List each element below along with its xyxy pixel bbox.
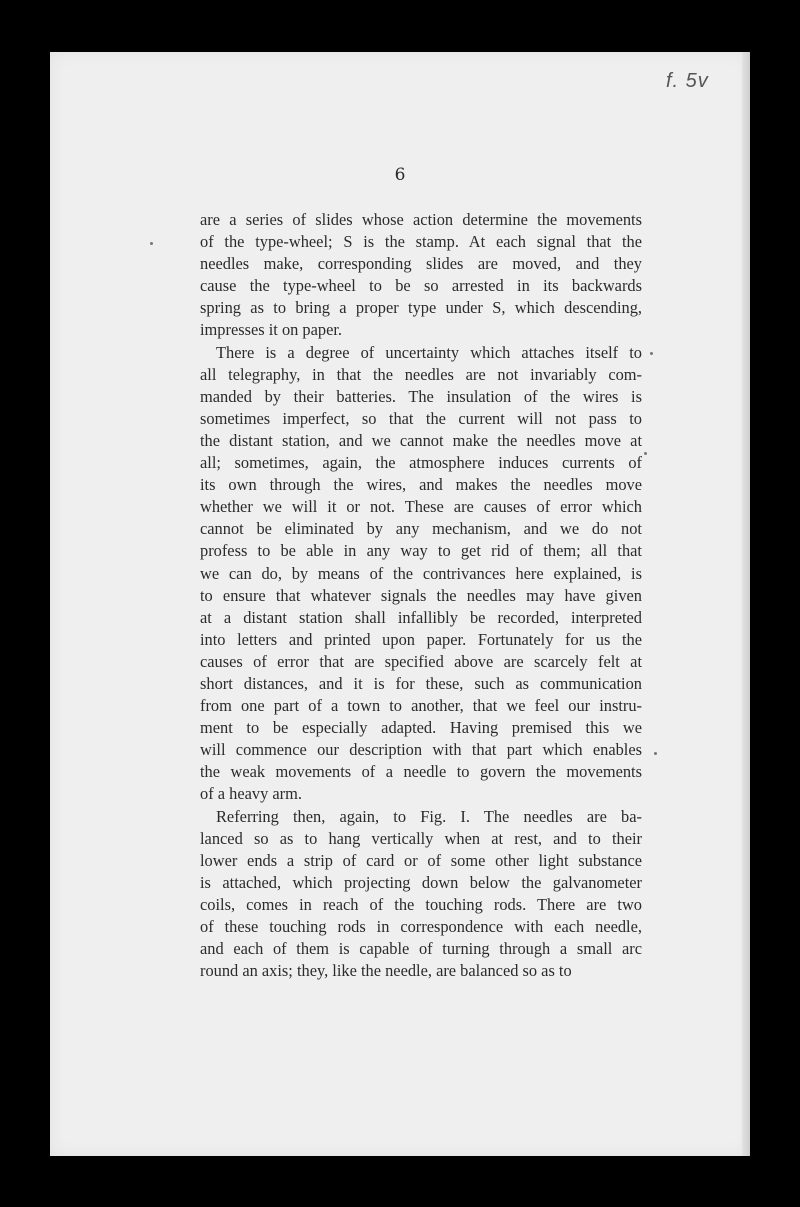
text-line: into letters and printed upon paper. Fortunately for us the xyxy=(200,629,642,649)
text-line: spring as to bring a proper type under S, which descending, xyxy=(200,298,642,318)
paragraph xyxy=(200,806,642,983)
text-line: of the type-wheel; S is the stamp. At each signal that the xyxy=(200,232,642,252)
page-edge xyxy=(742,52,750,1156)
text-line: round an axis; they, like the needle, are balanced so as to xyxy=(200,961,572,981)
paper-speck xyxy=(644,452,647,455)
text-line: is attached, which projecting down below the galvanometer xyxy=(200,872,642,892)
text-line: at a distant station shall infallibly be recorded, interpreted xyxy=(200,607,642,627)
text-line: are a series of slides whose action determine the movements xyxy=(200,210,642,229)
text-line: cannot be eliminated by any mechanism, and we do not xyxy=(200,519,642,539)
text-line: from one part of a town to another, that we feel our instru- xyxy=(200,696,642,716)
paragraph xyxy=(200,342,642,806)
text-line: the distant station, and we cannot make the needles move at xyxy=(200,430,642,450)
text-line: of these touching rods in correspondence with each needle, xyxy=(200,917,642,936)
text-line: cause the type-wheel to be so arrested in its backwards xyxy=(200,276,642,296)
text-line: profess to be able in any way to get rid of them; all that xyxy=(200,541,642,561)
text-line: coils, comes in reach of the touching rods. There are two xyxy=(200,894,642,914)
paper-speck xyxy=(150,242,153,245)
body-text xyxy=(200,209,642,982)
text-line: manded by their batteries. The insulation of the wires is xyxy=(200,386,642,406)
text-line: Referring then, again, to Fig. I. The needles are ba- xyxy=(216,806,642,826)
text-line: short distances, and it is for these, such as communication xyxy=(200,673,642,693)
text-line: sometimes imperfect, so that the current will not pass to xyxy=(200,408,642,428)
text-line: lanced so as to hang vertically when at rest, and to their xyxy=(200,828,642,848)
text-line: lower ends a strip of card or of some other light substance xyxy=(200,850,642,870)
text-line: There is a degree of uncertainty which attaches itself to xyxy=(216,342,642,362)
page-number: 6 xyxy=(394,165,406,185)
text-line: and each of them is capable of turning through a small arc xyxy=(200,939,642,959)
text-line: to ensure that whatever signals the needles may have given xyxy=(200,585,642,605)
text-line: all telegraphy, in that the needles are not invariably com- xyxy=(200,364,642,384)
paper-speck xyxy=(650,352,653,355)
text-line: of a heavy arm. xyxy=(200,784,302,804)
book-page xyxy=(50,52,750,1156)
text-line: its own through the wires, and makes the needles move xyxy=(200,475,642,495)
paper-speck xyxy=(654,752,657,755)
text-line: causes of error that are specified above are scarcely felt at xyxy=(200,651,642,671)
text-line: whether we will it or not. These are causes of error which xyxy=(200,497,642,517)
text-line: the weak movements of a needle to govern the movements xyxy=(200,762,642,782)
text-line: ment to be especially adapted. Having premised this we xyxy=(200,718,642,738)
text-line: will commence our description with that part which enables xyxy=(200,740,642,760)
text-line: all; sometimes, again, the atmosphere induces currents of xyxy=(200,453,642,473)
paragraph xyxy=(200,209,642,342)
text-line: impresses it on paper. xyxy=(200,320,343,340)
text-line: needles make, corresponding slides are moved, and they xyxy=(200,254,642,274)
text-line: we can do, by means of the contrivances here explained, is xyxy=(200,563,642,583)
folio-annotation: f. 5v xyxy=(666,70,709,92)
